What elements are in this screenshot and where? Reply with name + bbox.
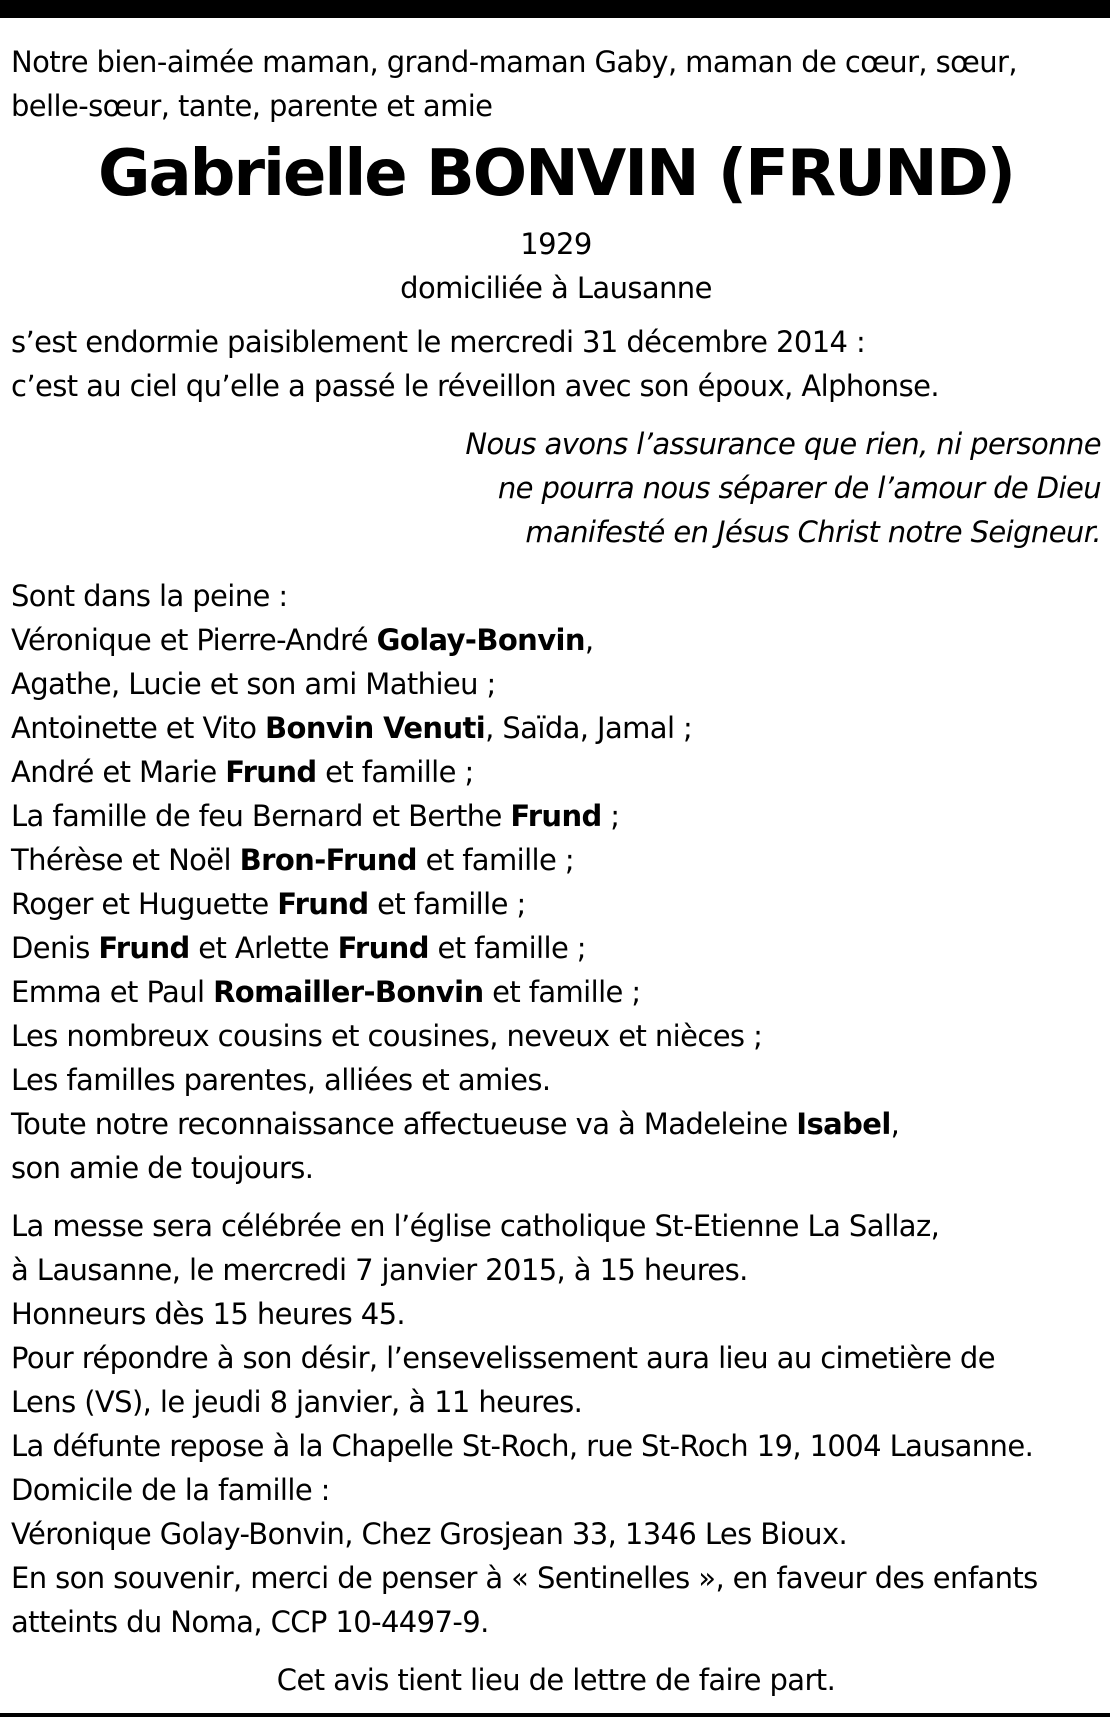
mourner-text: Les nombreux cousins et cousines, neveux et nièces ;: [11, 1019, 763, 1053]
mourner-text: Emma et Paul: [11, 975, 214, 1009]
deceased-name: Gabrielle BONVIN (FRUND): [97, 137, 1015, 211]
bible-verse: [11, 422, 1101, 554]
mourner-line: [11, 926, 1101, 970]
mourner-text: et famille ;: [416, 843, 575, 877]
mourner-line: [11, 1146, 1101, 1190]
ceremony-line: à Lausanne, le mercredi 7 janvier 2015, à 15 heures.: [11, 1253, 748, 1287]
closing-note: Cet avis tient lieu de lettre de faire part.: [276, 1663, 836, 1697]
mourner-text: et Arlette: [189, 931, 338, 965]
family-name: Frund: [98, 931, 190, 965]
mourner-text: Toute notre reconnaissance affectueuse va à Madeleine: [11, 1107, 797, 1141]
family-name: Frund: [225, 755, 317, 789]
ceremony-line: En son souvenir, merci de penser à « Sentinelles », en faveur des enfants: [11, 1561, 1038, 1595]
mourner-text: La famille de feu Bernard et Berthe: [11, 799, 511, 833]
intro-line: Notre bien-aimée maman, grand-maman Gaby, maman de cœur, sœur,: [11, 45, 1017, 79]
mourner-line: [11, 618, 1101, 662]
intro: [11, 40, 1101, 128]
mourner-text: et famille ;: [483, 975, 641, 1009]
family-name: Bron-Frund: [239, 843, 417, 877]
family-name: Bonvin Venuti: [265, 711, 486, 745]
family-name: Isabel: [796, 1107, 891, 1141]
mourner-text: son amie de toujours.: [11, 1151, 314, 1185]
mourner-list: [11, 618, 1101, 1190]
ceremony-line: La défunte repose à la Chapelle St-Roch, rue St-Roch 19, 1004 Lausanne.: [11, 1429, 1034, 1463]
ceremony-line: La messe sera célébrée en l’église catholique St-Etienne La Sallaz,: [11, 1209, 940, 1243]
mourner-text: et famille ;: [316, 755, 474, 789]
mourner-line: [11, 1058, 1101, 1102]
mourner-text: Roger et Huguette: [11, 887, 278, 921]
ceremony-line: Véronique Golay-Bonvin, Chez Grosjean 33, 1346 Les Bioux.: [11, 1517, 848, 1551]
mourner-text: ,: [890, 1107, 900, 1141]
mourner-line: [11, 794, 1101, 838]
mourner-text: et famille ;: [428, 931, 586, 965]
family-name: Frund: [510, 799, 602, 833]
ceremony-line: Domicile de la famille :: [11, 1473, 330, 1507]
ceremony-line: Pour répondre à son désir, l’ensevelissement aura lieu au cimetière de: [11, 1341, 995, 1375]
mourners-heading: Sont dans la peine :: [11, 579, 288, 613]
mourner-text: ;: [601, 799, 620, 833]
mourners: [11, 574, 1101, 1190]
mourner-text: Thérèse et Noël: [11, 843, 240, 877]
mourner-text: Agathe, Lucie et son ami Mathieu ;: [11, 667, 496, 701]
mourner-line: [11, 838, 1101, 882]
mourner-line: [11, 1014, 1101, 1058]
residence: domiciliée à Lausanne: [400, 271, 712, 305]
mourner-line: [11, 970, 1101, 1014]
death-announcement: [11, 320, 1101, 408]
mourner-text: , Saïda, Jamal ;: [485, 711, 693, 745]
birth-year: 1929: [520, 227, 592, 261]
mourner-line: [11, 1102, 1101, 1146]
verse-line: ne pourra nous séparer de l’amour de Dieu: [497, 471, 1101, 505]
family-name: Golay-Bonvin: [376, 623, 585, 657]
ceremony-line: Honneurs dès 15 heures 45.: [11, 1297, 406, 1331]
ceremony-line: Lens (VS), le jeudi 8 janvier, à 11 heures.: [11, 1385, 583, 1419]
mourner-line: [11, 750, 1101, 794]
mourner-text: Véronique et Pierre-André: [11, 623, 377, 657]
mourner-text: Antoinette et Vito: [11, 711, 266, 745]
death-notice: [11, 40, 1101, 1702]
mourner-text: André et Marie: [11, 755, 226, 789]
mourner-line: [11, 662, 1101, 706]
family-name: Frund: [337, 931, 429, 965]
intro-line: belle-sœur, tante, parente et amie: [11, 89, 493, 123]
family-name: Frund: [277, 887, 369, 921]
mourner-text: et famille ;: [368, 887, 526, 921]
death-line: c’est au ciel qu’elle a passé le réveillon avec son époux, Alphonse.: [11, 369, 939, 403]
ceremony-details: [11, 1204, 1101, 1644]
death-line: s’est endormie paisiblement le mercredi 31 décembre 2014 :: [11, 325, 866, 359]
top-rule: [0, 0, 1110, 18]
verse-line: manifesté en Jésus Christ notre Seigneur.: [525, 515, 1101, 549]
mourner-text: ,: [584, 623, 594, 657]
mourner-text: Les familles parentes, alliées et amies.: [11, 1063, 551, 1097]
family-name: Romailler-Bonvin: [213, 975, 484, 1009]
mourner-line: [11, 882, 1101, 926]
verse-line: Nous avons l’assurance que rien, ni personne: [465, 427, 1101, 461]
mourner-text: Denis: [11, 931, 99, 965]
ceremony-line: atteints du Noma, CCP 10-4497-9.: [11, 1605, 489, 1639]
mourner-line: [11, 706, 1101, 750]
bottom-rule: [0, 1713, 1110, 1717]
